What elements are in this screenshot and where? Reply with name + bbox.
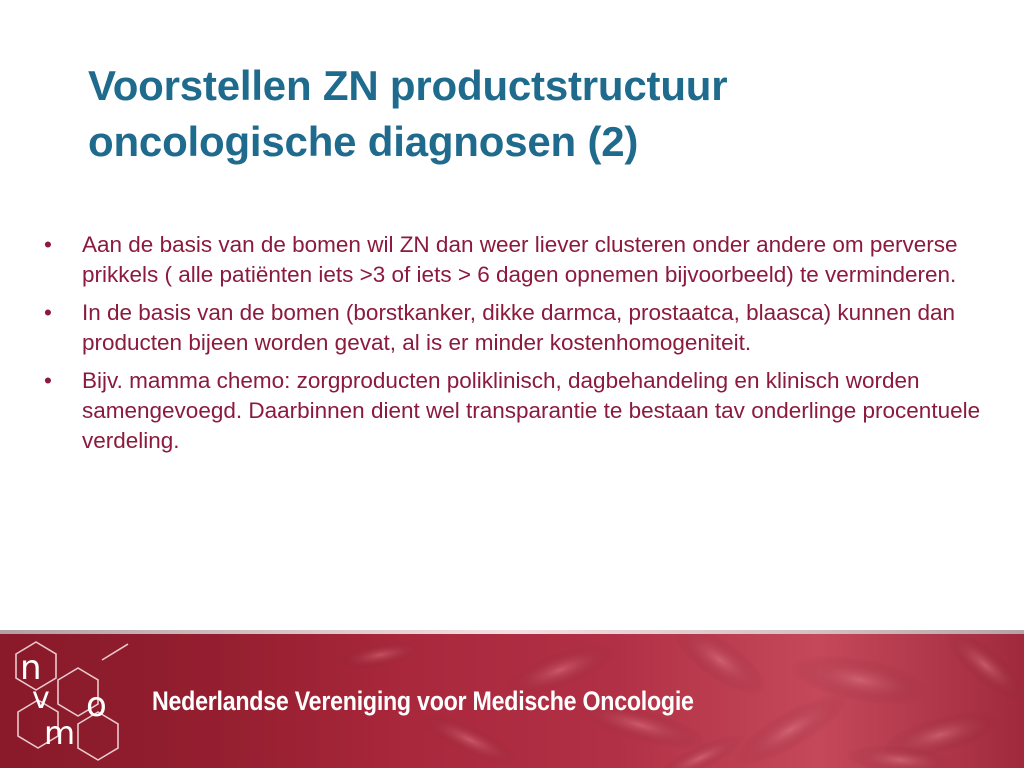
slide-title (88, 58, 968, 170)
bullet-item (40, 298, 990, 358)
bullet-text: Aan de basis van de bomen wil ZN dan weer liever clusteren onder andere om perverse prikkels ( alle patiënten iets >3 of iets > 6 dagen opnemen bijvoorbeeld) te verminderen. (82, 232, 958, 287)
bullet-item (40, 366, 990, 456)
logo-letter-n: n (20, 648, 42, 688)
bullet-marker: • (44, 232, 52, 257)
bullet-text: Bijv. mamma chemo: zorgproducten poliklinisch, dagbehandeling en klinisch worden samengevoegd. Daarbinnen dient wel transparantie te bestaan tav onderlinge procentuele verdeling. (82, 368, 981, 453)
bullet-list (40, 230, 990, 464)
bullet-item (40, 230, 990, 290)
organization-name: Nederlandse Vereniging voor Medische Oncologie (152, 686, 694, 716)
nvmo-logo (6, 636, 131, 761)
bullet-text: In de basis van de bomen (borstkanker, dikke darmca, prostaatca, blaasca) kunnen dan producten bijeen worden gevat, al is er minder kostenhomogeniteit. (82, 300, 956, 355)
logo-letter-v: v (32, 681, 50, 716)
slide-title-line-1: Voorstellen ZN productstructuur (88, 62, 728, 109)
footer-banner (0, 630, 1024, 768)
footer-divider (0, 630, 1024, 634)
logo-letter-m: m (44, 714, 76, 752)
bullet-marker: • (44, 300, 52, 325)
bullet-marker: • (44, 368, 52, 393)
slide-title-line-2: oncologische diagnosen (2) (88, 118, 639, 165)
logo-letter-o: o (86, 685, 107, 725)
